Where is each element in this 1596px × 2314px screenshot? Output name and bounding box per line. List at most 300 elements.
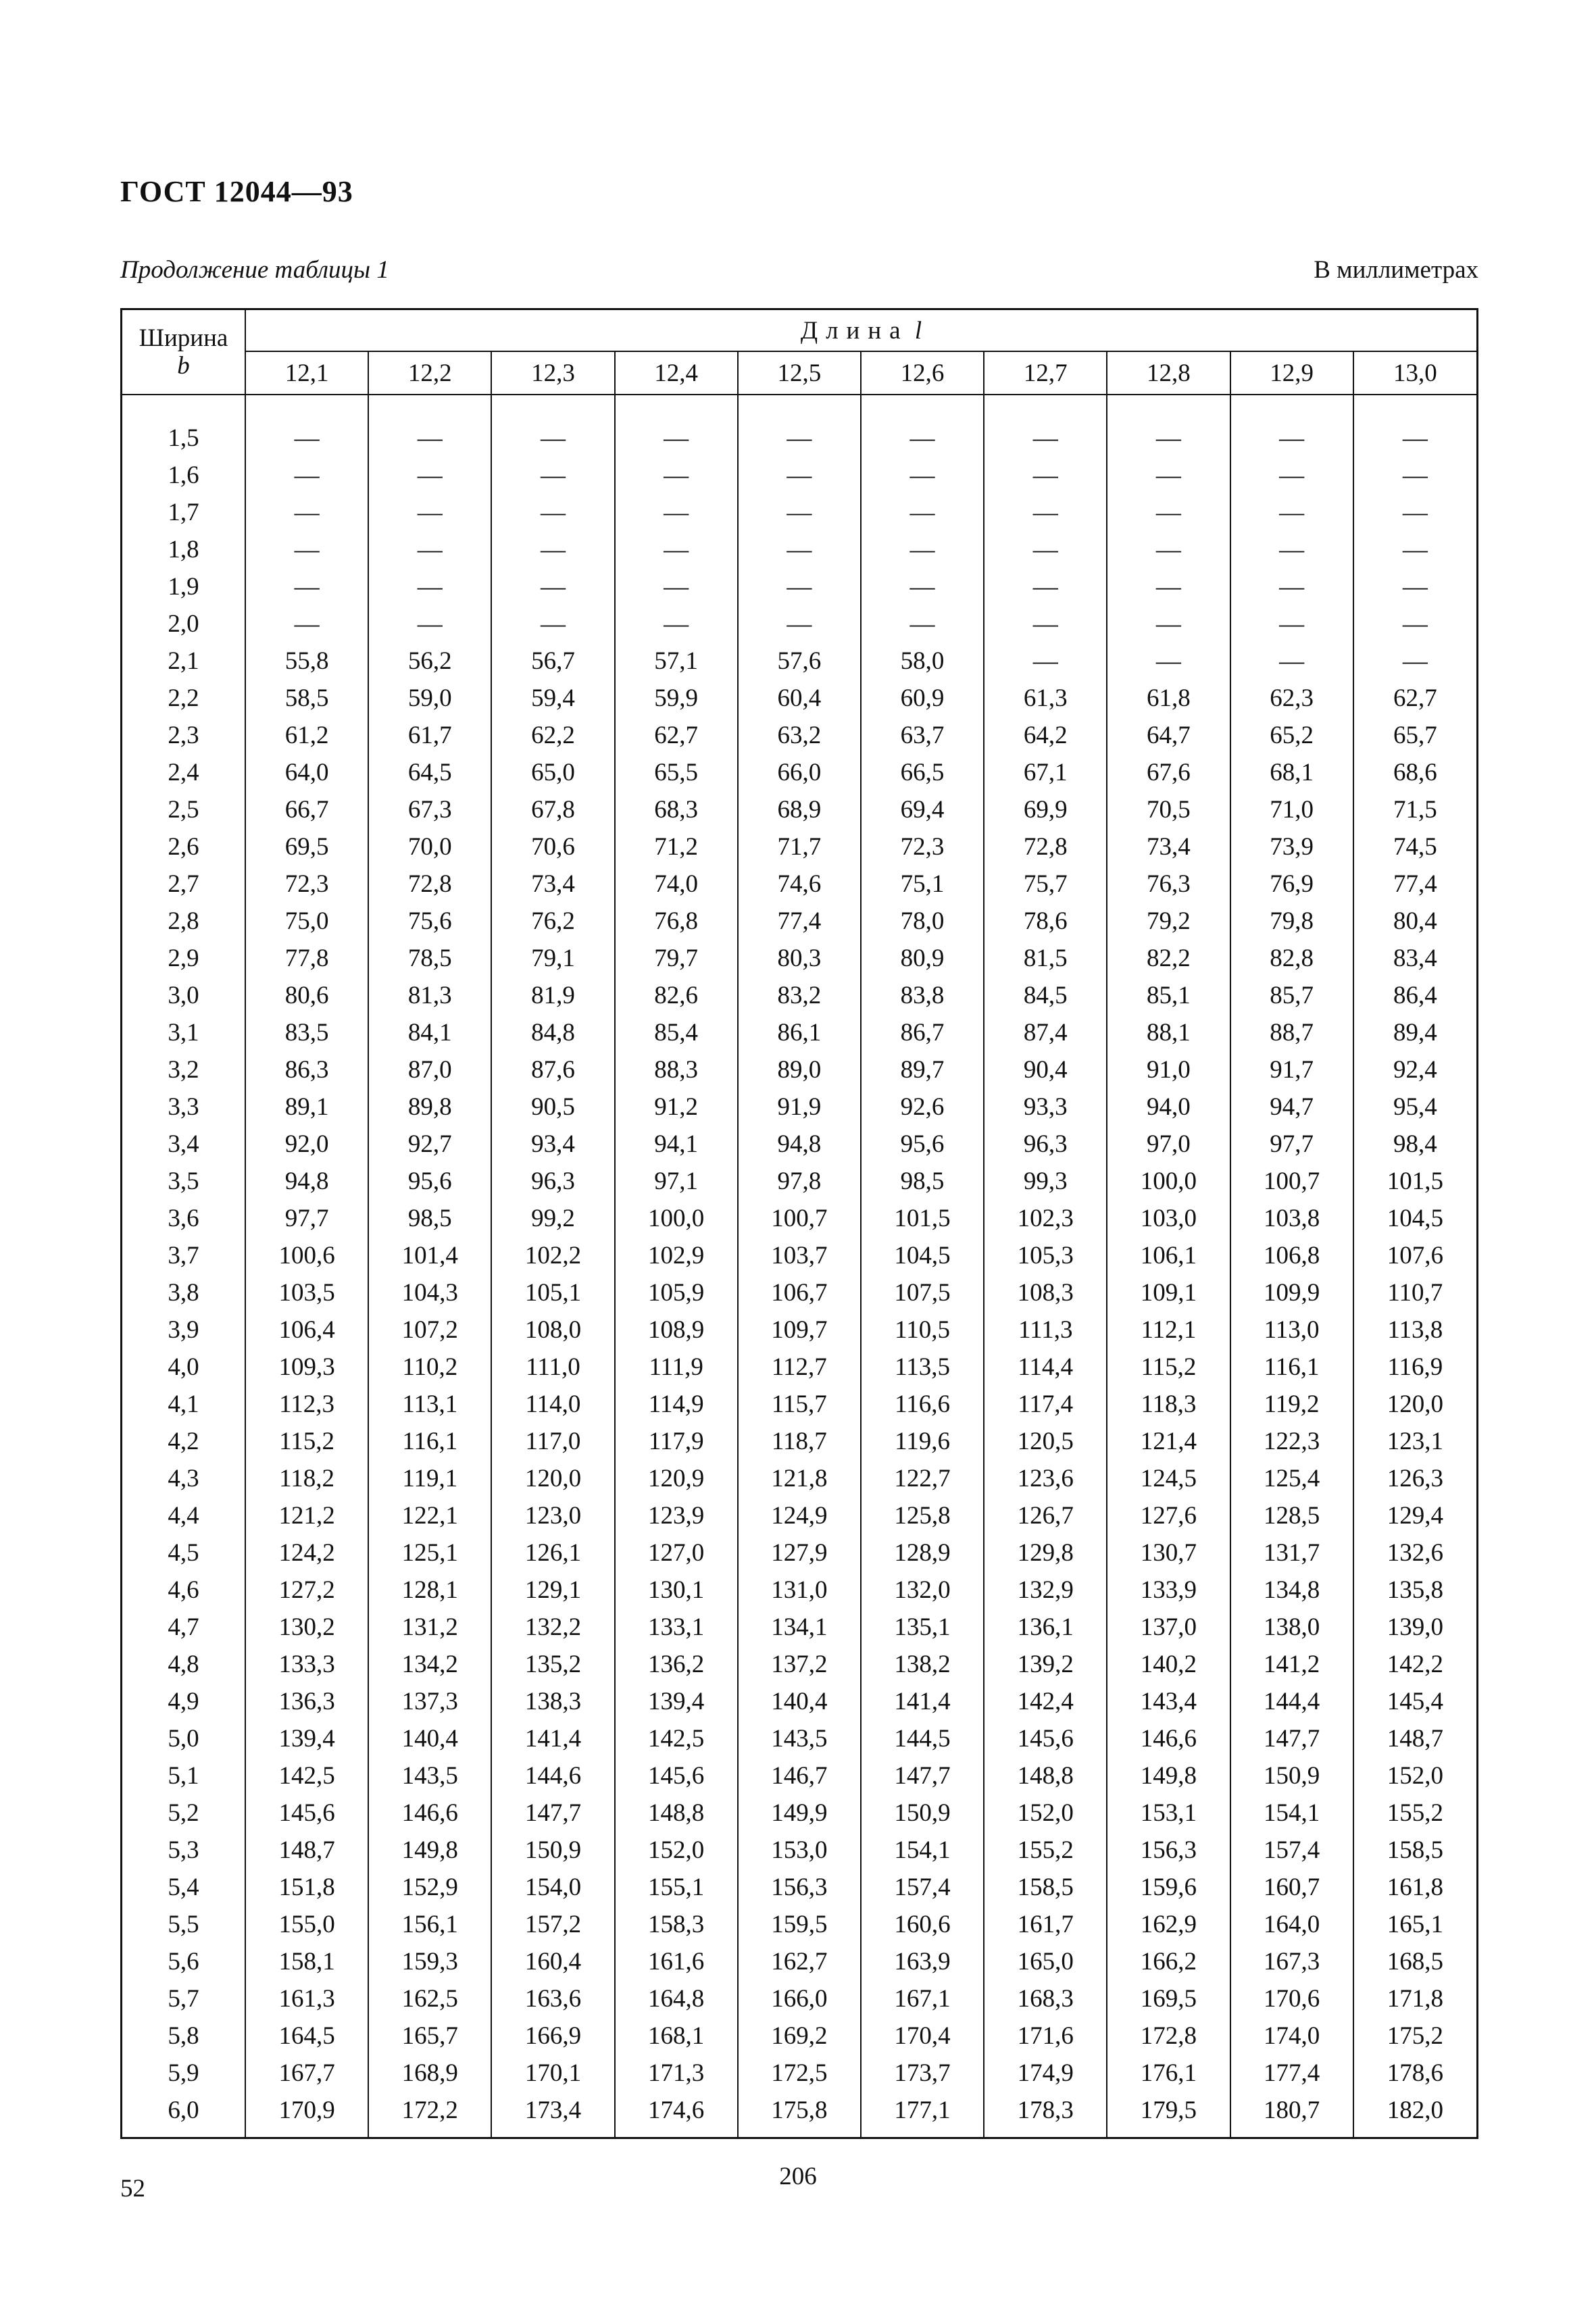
length-header-symbol: l (914, 316, 922, 345)
value-cell: 154,0 (491, 1869, 614, 1906)
spacer-cell (245, 395, 368, 406)
value-cell: — (1107, 531, 1230, 568)
value-cell: 138,3 (491, 1683, 614, 1720)
value-cell: 95,4 (1353, 1088, 1476, 1126)
value-cell: 59,0 (368, 680, 491, 717)
value-cell: 109,3 (245, 1349, 368, 1386)
value-cell: — (491, 457, 614, 494)
value-cell: 83,4 (1353, 940, 1476, 977)
value-cell: — (984, 531, 1107, 568)
value-cell: 124,2 (245, 1534, 368, 1571)
value-cell: 168,1 (615, 2017, 738, 2055)
table-row (122, 1794, 1476, 1832)
value-cell: 165,1 (1353, 1906, 1476, 1943)
spacer-cell (122, 406, 245, 420)
value-cell: 156,3 (1107, 1832, 1230, 1869)
length-group-header (245, 310, 1476, 351)
spacer-cell (615, 2129, 738, 2137)
value-cell: 79,1 (491, 940, 614, 977)
value-cell: 112,1 (1107, 1311, 1230, 1349)
value-cell: 136,1 (984, 1609, 1107, 1646)
value-cell: 174,0 (1230, 2017, 1353, 2055)
value-cell: 117,0 (491, 1423, 614, 1460)
value-cell: 116,1 (1230, 1349, 1353, 1386)
value-cell: 160,4 (491, 1943, 614, 1980)
value-cell: 92,4 (1353, 1051, 1476, 1088)
value-cell: 107,2 (368, 1311, 491, 1349)
value-cell: 163,6 (491, 1980, 614, 2017)
value-cell: 148,8 (984, 1757, 1107, 1794)
value-cell: 180,7 (1230, 2092, 1353, 2129)
value-cell: 100,0 (1107, 1163, 1230, 1200)
value-cell: 143,5 (368, 1757, 491, 1794)
value-cell: 61,3 (984, 680, 1107, 717)
spacer-cell (245, 2129, 368, 2137)
value-cell: 76,2 (491, 903, 614, 940)
value-cell: 106,8 (1230, 1237, 1353, 1274)
value-cell: 130,2 (245, 1609, 368, 1646)
table-row (122, 457, 1476, 494)
value-cell: 108,3 (984, 1274, 1107, 1311)
value-cell: 109,1 (1107, 1274, 1230, 1311)
value-cell: 104,5 (861, 1237, 984, 1274)
value-cell: 164,8 (615, 1980, 738, 2017)
value-cell: 105,9 (615, 1274, 738, 1311)
value-cell: 111,0 (491, 1349, 614, 1386)
value-cell: 155,2 (1353, 1794, 1476, 1832)
value-cell: 139,0 (1353, 1609, 1476, 1646)
value-cell: 91,7 (1230, 1051, 1353, 1088)
value-cell: 127,9 (738, 1534, 861, 1571)
value-cell: 114,0 (491, 1386, 614, 1423)
spacer-cell (1353, 395, 1476, 406)
value-cell: 62,2 (491, 717, 614, 754)
spacer-cell (368, 395, 491, 406)
value-cell: 121,4 (1107, 1423, 1230, 1460)
value-cell: 71,2 (615, 828, 738, 865)
value-cell: 86,4 (1353, 977, 1476, 1014)
value-cell: 70,5 (1107, 791, 1230, 828)
width-cell: 5,0 (168, 1725, 199, 1753)
value-cell: 55,8 (245, 643, 368, 680)
value-cell: 69,4 (861, 791, 984, 828)
width-cell: 1,9 (168, 573, 199, 601)
width-cell: 1,8 (168, 536, 199, 563)
value-cell: 176,1 (1107, 2055, 1230, 2092)
value-cell: 97,0 (1107, 1126, 1230, 1163)
value-cell: 170,6 (1230, 1980, 1353, 2017)
value-cell: 59,9 (615, 680, 738, 717)
width-cell: 2,1 (168, 647, 199, 675)
value-cell: 67,3 (368, 791, 491, 828)
value-cell: 148,8 (615, 1794, 738, 1832)
table-row (122, 940, 1476, 977)
width-cell: 4,5 (168, 1539, 199, 1567)
value-cell: 137,2 (738, 1646, 861, 1683)
value-cell: 123,9 (615, 1497, 738, 1534)
value-cell: 87,6 (491, 1051, 614, 1088)
value-cell: 127,0 (615, 1534, 738, 1571)
value-cell: 141,4 (861, 1683, 984, 1720)
value-cell: 72,8 (984, 828, 1107, 865)
width-cell: 5,1 (168, 1762, 199, 1790)
value-cell: 131,2 (368, 1609, 491, 1646)
value-cell: 68,1 (1230, 754, 1353, 791)
value-cell: 87,4 (984, 1014, 1107, 1051)
value-cell: 167,1 (861, 1980, 984, 2017)
value-cell: — (1230, 531, 1353, 568)
value-cell: 87,0 (368, 1051, 491, 1088)
spacer-cell (984, 395, 1107, 406)
table-row (122, 2055, 1476, 2092)
spacer-cell (738, 395, 861, 406)
value-cell: 67,6 (1107, 754, 1230, 791)
value-cell: 128,1 (368, 1571, 491, 1609)
width-cell: 2,2 (168, 684, 199, 712)
value-cell: — (1107, 494, 1230, 531)
value-cell: 138,0 (1230, 1609, 1353, 1646)
table-row (122, 1200, 1476, 1237)
value-cell: 136,3 (245, 1683, 368, 1720)
value-cell: 96,3 (984, 1126, 1107, 1163)
value-cell: 164,5 (245, 2017, 368, 2055)
value-cell: 112,3 (245, 1386, 368, 1423)
value-cell: 155,1 (615, 1869, 738, 1906)
value-cell: 174,9 (984, 2055, 1107, 2092)
value-cell: 163,9 (861, 1943, 984, 1980)
value-cell: 138,2 (861, 1646, 984, 1683)
value-cell: 166,0 (738, 1980, 861, 2017)
value-cell: — (368, 494, 491, 531)
value-cell: 161,7 (984, 1906, 1107, 1943)
value-cell: 145,6 (615, 1757, 738, 1794)
table-row (122, 717, 1476, 754)
value-cell: 152,9 (368, 1869, 491, 1906)
value-cell: 142,5 (615, 1720, 738, 1757)
value-cell: 90,4 (984, 1051, 1107, 1088)
value-cell: 133,3 (245, 1646, 368, 1683)
value-cell: — (984, 457, 1107, 494)
table-row (122, 1274, 1476, 1311)
value-cell: — (738, 531, 861, 568)
value-cell: 68,6 (1353, 754, 1476, 791)
spacer-row (122, 2129, 1476, 2137)
value-cell: 108,9 (615, 1311, 738, 1349)
spacer-cell (615, 406, 738, 420)
width-cell: 5,6 (168, 1948, 199, 1976)
spacer-cell (491, 2129, 614, 2137)
table-row (122, 1757, 1476, 1794)
value-cell: 80,3 (738, 940, 861, 977)
value-cell: 102,9 (615, 1237, 738, 1274)
value-cell: 68,9 (738, 791, 861, 828)
value-cell: 123,0 (491, 1497, 614, 1534)
value-cell: 82,8 (1230, 940, 1353, 977)
length-column-header: 12,3 (491, 351, 614, 395)
value-cell: 103,5 (245, 1274, 368, 1311)
value-cell: 81,9 (491, 977, 614, 1014)
table-row (122, 643, 1476, 680)
value-cell: 85,4 (615, 1014, 738, 1051)
value-cell: — (861, 494, 984, 531)
value-cell: 58,5 (245, 680, 368, 717)
value-cell: 101,5 (1353, 1163, 1476, 1200)
width-cell: 4,4 (168, 1502, 199, 1530)
value-cell: 103,7 (738, 1237, 861, 1274)
value-cell: — (1353, 494, 1476, 531)
value-cell: 137,0 (1107, 1609, 1230, 1646)
value-cell: 74,5 (1353, 828, 1476, 865)
value-cell: 74,6 (738, 865, 861, 903)
value-cell: 143,5 (738, 1720, 861, 1757)
table-row (122, 420, 1476, 457)
value-cell: 126,7 (984, 1497, 1107, 1534)
value-cell: 112,7 (738, 1349, 861, 1386)
spacer-cell (1107, 395, 1230, 406)
value-cell: 139,4 (245, 1720, 368, 1757)
page-number-center: 206 (779, 2163, 817, 2190)
value-cell: 118,2 (245, 1460, 368, 1497)
value-cell: 101,5 (861, 1200, 984, 1237)
value-cell: 65,5 (615, 754, 738, 791)
value-cell: 120,9 (615, 1460, 738, 1497)
value-cell: 162,9 (1107, 1906, 1230, 1943)
value-cell: 154,1 (861, 1832, 984, 1869)
value-cell: 113,1 (368, 1386, 491, 1423)
spacer-row (122, 406, 1476, 420)
value-cell: 164,0 (1230, 1906, 1353, 1943)
width-cell: 4,7 (168, 1613, 199, 1641)
table-row (122, 568, 1476, 605)
value-cell: 129,4 (1353, 1497, 1476, 1534)
value-cell: 134,1 (738, 1609, 861, 1646)
width-cell: 3,3 (168, 1093, 199, 1121)
value-cell: 170,9 (245, 2092, 368, 2129)
spacer-cell (368, 2129, 491, 2137)
value-cell: 165,7 (368, 2017, 491, 2055)
value-cell: 166,9 (491, 2017, 614, 2055)
value-cell: — (738, 457, 861, 494)
value-cell: — (1230, 457, 1353, 494)
width-cell: 3,9 (168, 1316, 199, 1344)
spacer-cell (1107, 406, 1230, 420)
value-cell: 152,0 (1353, 1757, 1476, 1794)
spacer-cell (861, 395, 984, 406)
spacer-cell (1230, 395, 1353, 406)
value-cell: 158,5 (984, 1869, 1107, 1906)
value-cell: — (738, 605, 861, 643)
value-cell: 106,4 (245, 1311, 368, 1349)
value-cell: 64,5 (368, 754, 491, 791)
header-row-length (122, 310, 1476, 351)
value-cell: 140,4 (368, 1720, 491, 1757)
value-cell: — (984, 643, 1107, 680)
value-cell: 57,6 (738, 643, 861, 680)
value-cell: 116,9 (1353, 1349, 1476, 1386)
value-cell: 89,7 (861, 1051, 984, 1088)
width-cell: 4,1 (168, 1390, 199, 1418)
value-cell: 175,8 (738, 2092, 861, 2129)
table-row (122, 1906, 1476, 1943)
value-cell: — (1353, 420, 1476, 457)
value-cell: 123,1 (1353, 1423, 1476, 1460)
value-cell: 128,9 (861, 1534, 984, 1571)
width-cell: 3,5 (168, 1167, 199, 1195)
spacer-cell (861, 2129, 984, 2137)
length-column-header: 13,0 (1353, 351, 1476, 395)
value-cell: — (984, 568, 1107, 605)
value-cell: 168,9 (368, 2055, 491, 2092)
value-cell: — (245, 531, 368, 568)
value-cell: 97,1 (615, 1163, 738, 1200)
value-cell: 88,3 (615, 1051, 738, 1088)
value-cell: 132,6 (1353, 1534, 1476, 1571)
width-cell: 1,7 (168, 499, 199, 526)
value-cell: 77,4 (738, 903, 861, 940)
value-cell: 75,1 (861, 865, 984, 903)
value-cell: 126,3 (1353, 1460, 1476, 1497)
value-cell: 141,2 (1230, 1646, 1353, 1683)
value-cell: 178,3 (984, 2092, 1107, 2129)
value-cell: 79,7 (615, 940, 738, 977)
value-cell: 111,9 (615, 1349, 738, 1386)
length-header-label: Длина (800, 316, 909, 345)
value-cell: 161,3 (245, 1980, 368, 2017)
value-cell: 62,7 (615, 717, 738, 754)
width-cell: 3,1 (168, 1019, 199, 1047)
value-cell: 121,8 (738, 1460, 861, 1497)
width-cell: 4,8 (168, 1651, 199, 1678)
value-cell: 172,2 (368, 2092, 491, 2129)
value-cell: 173,7 (861, 2055, 984, 2092)
value-cell: 90,5 (491, 1088, 614, 1126)
value-cell: 148,7 (245, 1832, 368, 1869)
table-row (122, 1088, 1476, 1126)
value-cell: 101,4 (368, 1237, 491, 1274)
value-cell: 150,9 (491, 1832, 614, 1869)
value-cell: — (615, 531, 738, 568)
value-cell: 122,1 (368, 1497, 491, 1534)
value-cell: 80,6 (245, 977, 368, 1014)
table-row (122, 531, 1476, 568)
value-cell: 72,3 (861, 828, 984, 865)
table-row (122, 1571, 1476, 1609)
value-cell: 172,8 (1107, 2017, 1230, 2055)
value-cell: 134,8 (1230, 1571, 1353, 1609)
value-cell: 56,7 (491, 643, 614, 680)
value-cell: 89,1 (245, 1088, 368, 1126)
width-cell: 2,5 (168, 796, 199, 824)
spacer-cell (984, 2129, 1107, 2137)
value-cell: 98,4 (1353, 1126, 1476, 1163)
value-cell: — (1353, 568, 1476, 605)
value-cell: 115,7 (738, 1386, 861, 1423)
value-cell: — (1107, 605, 1230, 643)
spacer-cell (491, 406, 614, 420)
length-column-header: 12,6 (861, 351, 984, 395)
value-cell: — (615, 568, 738, 605)
value-cell: 108,0 (491, 1311, 614, 1349)
width-cell: 4,3 (168, 1465, 199, 1492)
width-cell: 4,2 (168, 1428, 199, 1455)
value-cell: 128,5 (1230, 1497, 1353, 1534)
value-cell: 62,3 (1230, 680, 1353, 717)
value-cell: 174,6 (615, 2092, 738, 2129)
table-row (122, 1460, 1476, 1497)
table-row (122, 1720, 1476, 1757)
value-cell: 119,6 (861, 1423, 984, 1460)
value-cell: — (245, 494, 368, 531)
width-cell: 4,6 (168, 1576, 199, 1604)
value-cell: 160,6 (861, 1906, 984, 1943)
value-cell: 71,0 (1230, 791, 1353, 828)
value-cell: 130,1 (615, 1571, 738, 1609)
value-cell: 120,5 (984, 1423, 1107, 1460)
spacer-cell (1230, 406, 1353, 420)
width-cell: 5,2 (168, 1799, 199, 1827)
value-cell: 89,8 (368, 1088, 491, 1126)
value-cell: 70,0 (368, 828, 491, 865)
length-column-header: 12,8 (1107, 351, 1230, 395)
value-cell: 155,0 (245, 1906, 368, 1943)
table-row (122, 605, 1476, 643)
value-cell: — (861, 420, 984, 457)
table-row (122, 903, 1476, 940)
table-row (122, 1311, 1476, 1349)
value-cell: 74,0 (615, 865, 738, 903)
value-cell: 100,7 (1230, 1163, 1353, 1200)
value-cell: 169,5 (1107, 1980, 1230, 2017)
value-cell: 94,8 (245, 1163, 368, 1200)
spacer-cell (1353, 406, 1476, 420)
value-cell: 63,7 (861, 717, 984, 754)
spacer-cell (122, 2129, 245, 2137)
value-cell: 182,0 (1353, 2092, 1476, 2129)
value-cell: 78,0 (861, 903, 984, 940)
value-cell: 61,7 (368, 717, 491, 754)
value-cell: — (1230, 420, 1353, 457)
value-cell: — (984, 605, 1107, 643)
spacer-cell (122, 395, 245, 406)
table-row (122, 828, 1476, 865)
value-cell: 171,6 (984, 2017, 1107, 2055)
table-row (122, 1349, 1476, 1386)
value-cell: 73,4 (491, 865, 614, 903)
table-row (122, 1423, 1476, 1460)
table-row (122, 1126, 1476, 1163)
value-cell: 123,6 (984, 1460, 1107, 1497)
value-cell: 83,8 (861, 977, 984, 1014)
value-cell: 120,0 (1353, 1386, 1476, 1423)
header-row-columns (122, 351, 1476, 395)
value-cell: 95,6 (861, 1126, 984, 1163)
value-cell: 147,7 (861, 1757, 984, 1794)
value-cell: 113,0 (1230, 1311, 1353, 1349)
value-cell: 167,7 (245, 2055, 368, 2092)
value-cell: 159,3 (368, 1943, 491, 1980)
value-cell: 107,6 (1353, 1237, 1476, 1274)
width-header-symbol: b (177, 352, 190, 380)
value-cell: 100,7 (738, 1200, 861, 1237)
table-row (122, 1980, 1476, 2017)
spacer-cell (1230, 2129, 1353, 2137)
width-cell: 4,9 (168, 1688, 199, 1715)
value-cell: 109,7 (738, 1311, 861, 1349)
value-cell: 80,9 (861, 940, 984, 977)
spacer-cell (245, 406, 368, 420)
value-cell: — (615, 605, 738, 643)
value-cell: 83,2 (738, 977, 861, 1014)
